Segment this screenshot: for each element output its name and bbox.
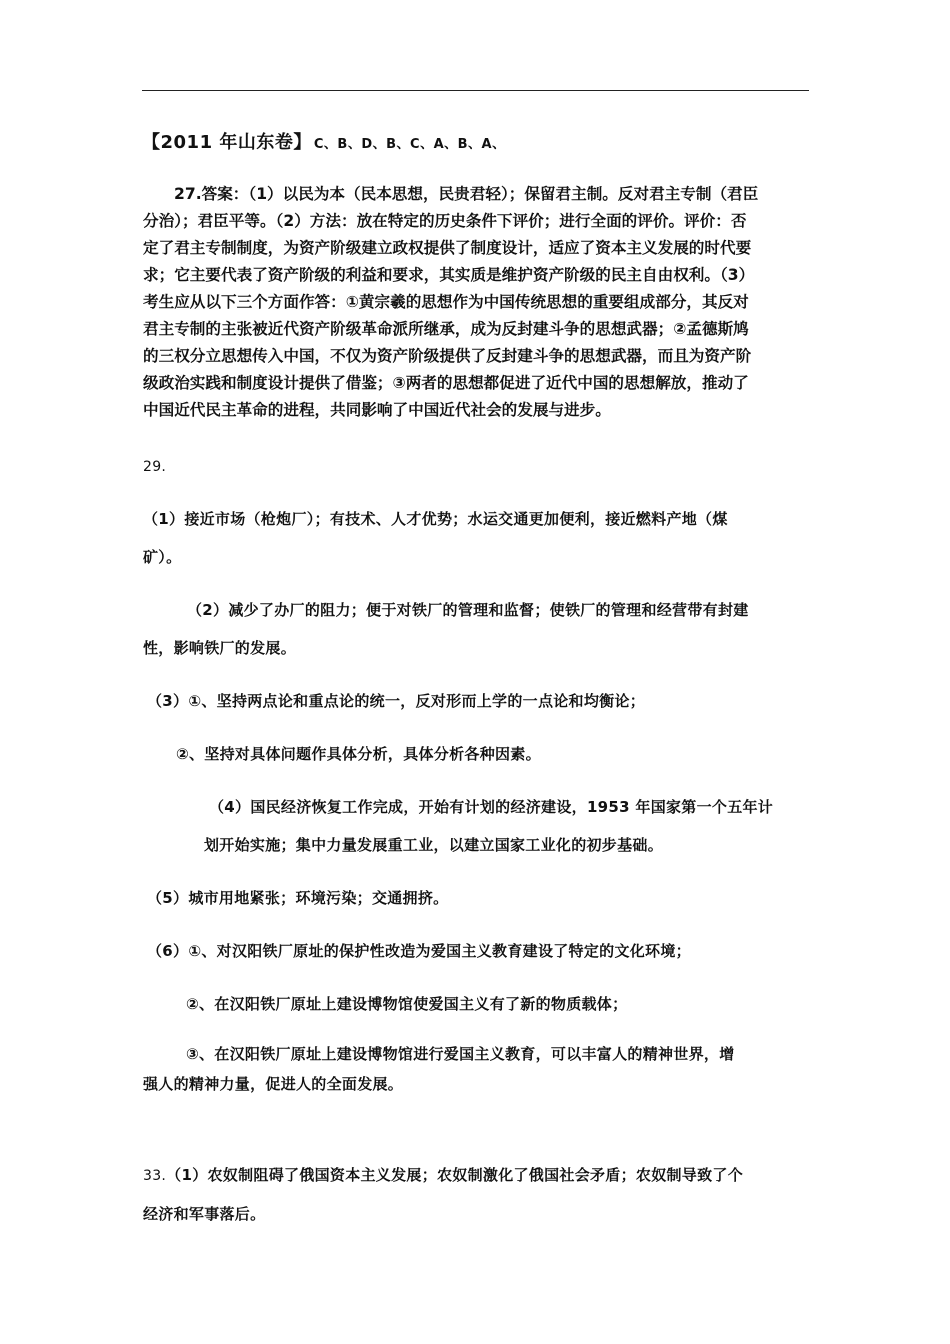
q29-p4-line2: 划开始实施；集中力量发展重工业，以建立国家工业化的初步基础。 [204, 836, 664, 854]
q33-text: （1）农奴制阻碍了俄国资本主义发展；农奴制激化了俄国社会矛盾；农奴制导致了个 [166, 1166, 744, 1184]
header-rule [142, 90, 809, 91]
q27-line: 君主专制的主张被近代资产阶级革命派所继承，成为反封建斗争的思想武器；②孟德斯鸠 [143, 320, 749, 338]
q29-p1-line2: 矿）。 [143, 548, 182, 566]
q29-p6-line2: ②、在汉阳铁厂原址上建设博物馆使爱国主义有了新的物质载体； [186, 995, 628, 1013]
section-heading [142, 128, 506, 154]
q33-line2: 经济和军事落后。 [143, 1205, 266, 1223]
q29-p3-line2: ②、坚持对具体问题作具体分析，具体分析各种因素。 [176, 745, 541, 763]
q29-p2-line1: （2）减少了办厂的阻力；便于对铁厂的管理和监督；使铁厂的管理和经营带有封建 [187, 601, 749, 619]
choice-answers: C、B、D、B、C、A、B、A、 [313, 137, 506, 152]
q29-p3-line1: （3）①、坚持两点论和重点论的统一，反对形而上学的一点论和均衡论； [147, 692, 646, 710]
q33-number: 33. [143, 1168, 167, 1184]
q27-line: 的三权分立思想传入中国，不仅为资产阶级提供了反封建斗争的思想武器，而且为资产阶 [143, 347, 752, 365]
q27-line: 求；它主要代表了资产阶级的利益和要求，其实质是维护资产阶级的民主自由权利。（3） [143, 266, 755, 284]
exam-title: 【2011 年山东卷】 [142, 132, 312, 153]
q29-p6-line3: ③、在汉阳铁厂原址上建设博物馆进行爱国主义教育，可以丰富人的精神世界，增 [186, 1045, 735, 1063]
q29-number: 29. [143, 459, 167, 475]
q27-answer [143, 181, 809, 424]
q27-line: 级政治实践和制度设计提供了借鉴；③两者的思想都促进了近代中国的思想解放，推动了 [143, 374, 749, 392]
q29-p1-line1: （1）接近市场（枪炮厂）；有技术、人才优势；水运交通更加便利，接近燃料产地（煤 [143, 510, 728, 528]
q29-p5: （5）城市用地紧张；环境污染；交通拥挤。 [147, 889, 449, 907]
q27-line: 定了君主专制制度，为资产阶级建立政权提供了制度设计，适应了资本主义发展的时代要 [143, 239, 752, 257]
q29-p2-line2: 性，影响铁厂的发展。 [143, 639, 297, 657]
q29-p6-line4: 强人的精神力量，促进人的全面发展。 [143, 1075, 404, 1093]
q27-line: 中国近代民主革命的进程，共同影响了中国近代社会的发展与进步。 [143, 401, 611, 419]
q33-line1 [143, 1164, 743, 1185]
q29-p6-line1: （6）①、对汉阳铁厂原址的保护性改造为爱国主义教育建设了特定的文化环境； [147, 942, 691, 960]
q27-line: 27.答案：（1）以民为本（民本思想，民贵君轻）；保留君主制。反对君主专制（君臣 [174, 185, 759, 203]
q29-p4-line1: （4）国民经济恢复工作完成，开始有计划的经济建设，1953 年国家第一个五年计 [209, 798, 774, 816]
q27-line: 考生应从以下三个方面作答：①黄宗羲的思想作为中国传统思想的重要组成部分，其反对 [143, 293, 749, 311]
q27-line: 分治）；君臣平等。（2）方法：放在特定的历史条件下评价；进行全面的评价。评价：否 [143, 212, 747, 230]
